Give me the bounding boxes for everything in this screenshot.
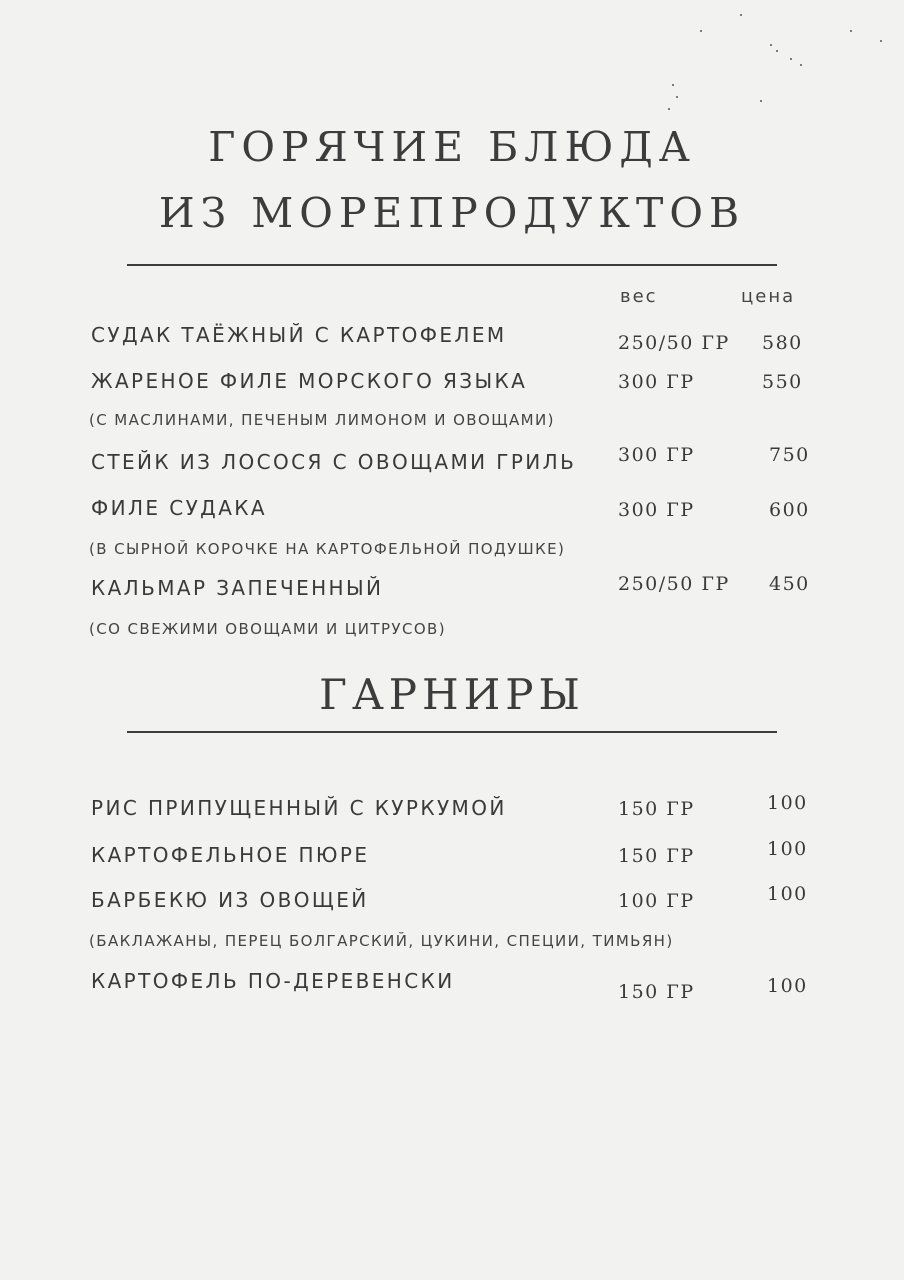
dish-note: (СО СВЕЖИМИ ОВОЩАМИ И ЦИТРУСОВ) xyxy=(89,620,446,638)
side-note: (БАКЛАЖАНЫ, ПЕРЕЦ БОЛГАРСКИЙ, ЦУКИНИ, СПЕЦИИ, ТИМЬЯН) xyxy=(89,932,674,950)
column-header-price: цена xyxy=(741,286,796,307)
side-name: КАРТОФЕЛЬНОЕ ПЮРЕ xyxy=(91,843,370,867)
side-weight: 100 ГР xyxy=(618,890,695,912)
page-title-line-1: ГОРЯЧИЕ БЛЮДА xyxy=(208,123,696,171)
dish-weight: 300 ГР xyxy=(618,499,695,521)
dish-weight: 250/50 ГР xyxy=(618,332,730,354)
side-price: 100 xyxy=(767,792,808,814)
sides-section-title: ГАРНИРЫ xyxy=(319,670,585,719)
side-name: БАРБЕКЮ ИЗ ОВОЩЕЙ xyxy=(91,888,369,912)
dish-price: 550 xyxy=(762,371,803,393)
dish-note: (В СЫРНОЙ КОРОЧКЕ НА КАРТОФЕЛЬНОЙ ПОДУШКЕ) xyxy=(89,540,566,558)
dish-name: СУДАК ТАЁЖНЫЙ С КАРТОФЕЛЕМ xyxy=(91,323,507,347)
sides-divider xyxy=(127,731,777,733)
dish-price: 600 xyxy=(769,499,810,521)
dish-weight: 250/50 ГР xyxy=(618,573,730,595)
side-weight: 150 ГР xyxy=(618,981,695,1003)
side-price: 100 xyxy=(767,975,808,997)
dish-name: ФИЛЕ СУДАКА xyxy=(91,496,267,520)
dish-note: (С МАСЛИНАМИ, ПЕЧЕНЫМ ЛИМОНОМ И ОВОЩАМИ) xyxy=(89,411,555,429)
dish-name: КАЛЬМАР ЗАПЕЧЕННЫЙ xyxy=(91,576,384,600)
side-weight: 150 ГР xyxy=(618,798,695,820)
side-name: РИС ПРИПУЩЕННЫЙ С КУРКУМОЙ xyxy=(91,796,507,820)
dish-name: СТЕЙК ИЗ ЛОСОСЯ С ОВОЩАМИ ГРИЛЬ xyxy=(91,450,577,474)
dish-weight: 300 ГР xyxy=(618,371,695,393)
title-divider xyxy=(127,264,777,266)
dish-price: 750 xyxy=(769,444,810,466)
side-price: 100 xyxy=(767,838,808,860)
side-weight: 150 ГР xyxy=(618,845,695,867)
dish-name: ЖАРЕНОЕ ФИЛЕ МОРСКОГО ЯЗЫКА xyxy=(91,369,528,393)
column-header-weight: вес xyxy=(620,286,658,307)
side-price: 100 xyxy=(767,883,808,905)
page-title-line-2: ИЗ МОРЕПРОДУКТОВ xyxy=(158,189,746,237)
side-name: КАРТОФЕЛЬ ПО-ДЕРЕВЕНСКИ xyxy=(91,969,455,993)
dish-price: 580 xyxy=(762,332,803,354)
dish-price: 450 xyxy=(769,573,810,595)
dish-weight: 300 ГР xyxy=(618,444,695,466)
